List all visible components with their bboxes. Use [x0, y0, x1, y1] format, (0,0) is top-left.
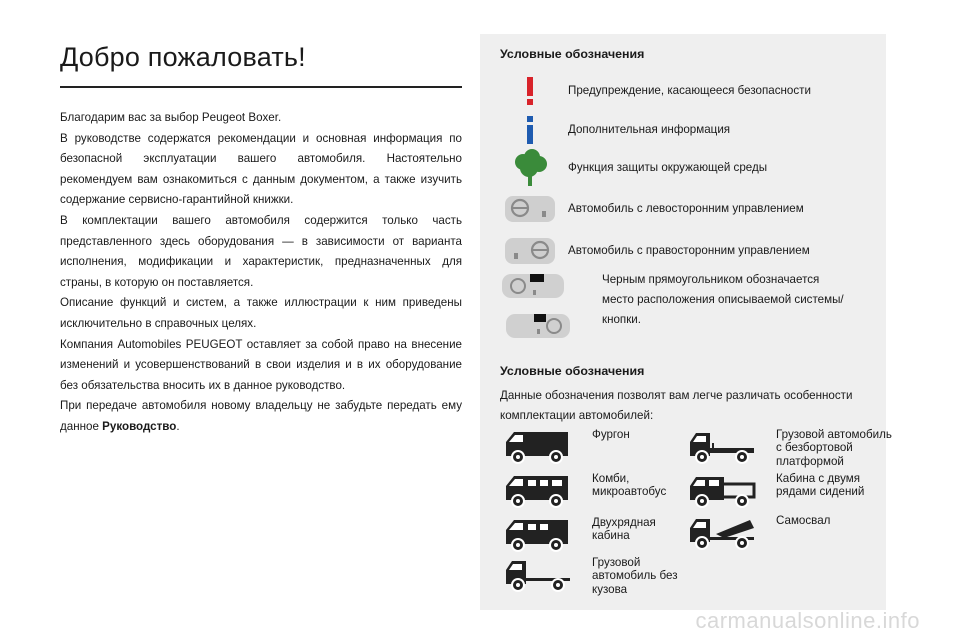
vehicles-description: Данные обозначения позволят вам легче различать особенности комплектации автомобилей: [500, 389, 853, 422]
intro-paragraph: Описание функций и систем, а также иллюстрации к ним приведены исключительно в справочных целях. [60, 296, 462, 330]
vehicle-label: Грузовой автомобиль с безбортовой платформой [776, 428, 892, 468]
symbol-row-environment [500, 148, 767, 188]
vehicle-row-double-cab [684, 470, 894, 510]
vehicle-label: Грузовой автомобиль без кузова [592, 556, 678, 596]
intro-paragraph: В руководстве содержатся рекомендации и основная информация по безопасной эксплуатации вашего автомобиля. Настоятельно рекомендуем вам ознакомиться с данным документом, а также изучить содержание сервисно-гарантийной книжки. [60, 131, 462, 207]
dashboard-marker-icon [500, 270, 590, 344]
vehicle-label: Кабина с двумя рядами сидений [776, 472, 865, 499]
vehicle-row-crew-van [500, 514, 692, 554]
vehicle-row-tipper [684, 512, 894, 552]
manual-keyword: Руководство [102, 419, 177, 433]
intro-column [60, 30, 462, 438]
tipper-truck-icon [684, 512, 758, 552]
vehicle-row-van [500, 426, 692, 466]
title-divider [60, 86, 462, 88]
minibus-icon [500, 470, 574, 510]
flatbed-truck-icon [684, 426, 758, 466]
symbol-row-rhd [500, 231, 810, 271]
intro-paragraph: В комплектации вашего автомобиля содержится только часть представленного здесь оборудования — в зависимости от варианта исполнения, модификации и характеристик, предназначенных для страны, в которую он поставляется. [60, 213, 462, 289]
info-icon [500, 110, 560, 150]
vehicle-row-minibus [500, 470, 692, 510]
vehicle-row-chassis-cab [500, 554, 692, 596]
exclamation-icon [500, 71, 560, 111]
symbol-label: Функция защиты окружающей среды [568, 161, 768, 174]
left-hand-drive-icon [500, 189, 560, 229]
vehicle-label: Самосвал [776, 514, 831, 527]
vehicle-label: Фургон [592, 428, 630, 441]
tree-icon [500, 148, 560, 188]
right-hand-drive-icon [500, 231, 560, 271]
double-cab-icon [684, 470, 758, 510]
crew-van-icon [500, 514, 574, 554]
vehicle-label: Комби, микроавтобус [592, 472, 667, 499]
symbol-label: Черным прямоугольником обозначается место расположения описываемой системы/кнопки. [602, 273, 844, 326]
van-icon [500, 426, 574, 466]
intro-final-text: При передаче автомобиля новому владельцу не забудьте передать ему данное [60, 399, 462, 433]
intro-paragraph: Компания Automobiles PEUGEOT оставляет за собой право на внесение изменений и усовершенствований в свои изделия и в их оборудование без обязательства вносить их в данное руководство. [60, 337, 462, 392]
symbol-label: Предупреждение, касающееся безопасности [568, 84, 811, 97]
symbol-label: Автомобиль с левосторонним управлением [568, 202, 804, 215]
vehicle-row-flatbed [684, 426, 894, 468]
symbol-label: Дополнительная информация [568, 123, 731, 136]
symbols-section-title: Условные обозначения [500, 47, 645, 61]
symbol-row-lhd [500, 189, 804, 229]
watermark: carmanualsonline.info [695, 608, 920, 633]
chassis-cab-icon [500, 554, 574, 594]
vehicles-section-title: Условные обозначения [500, 364, 645, 378]
intro-text [60, 108, 462, 438]
legend-panel [480, 34, 892, 610]
intro-paragraph: Благодарим вас за выбор Peugeot Boxer. [60, 111, 282, 124]
symbol-row-location [500, 270, 852, 344]
intro-paragraph [60, 396, 462, 437]
symbol-label: Автомобиль с правосторонним управлением [568, 244, 810, 257]
page-title: Добро пожаловать! [60, 42, 306, 72]
symbol-row-info [500, 110, 730, 150]
vehicle-label: Двухрядная кабина [592, 516, 656, 543]
symbol-row-warning [500, 71, 811, 111]
final-period: . [176, 419, 180, 433]
